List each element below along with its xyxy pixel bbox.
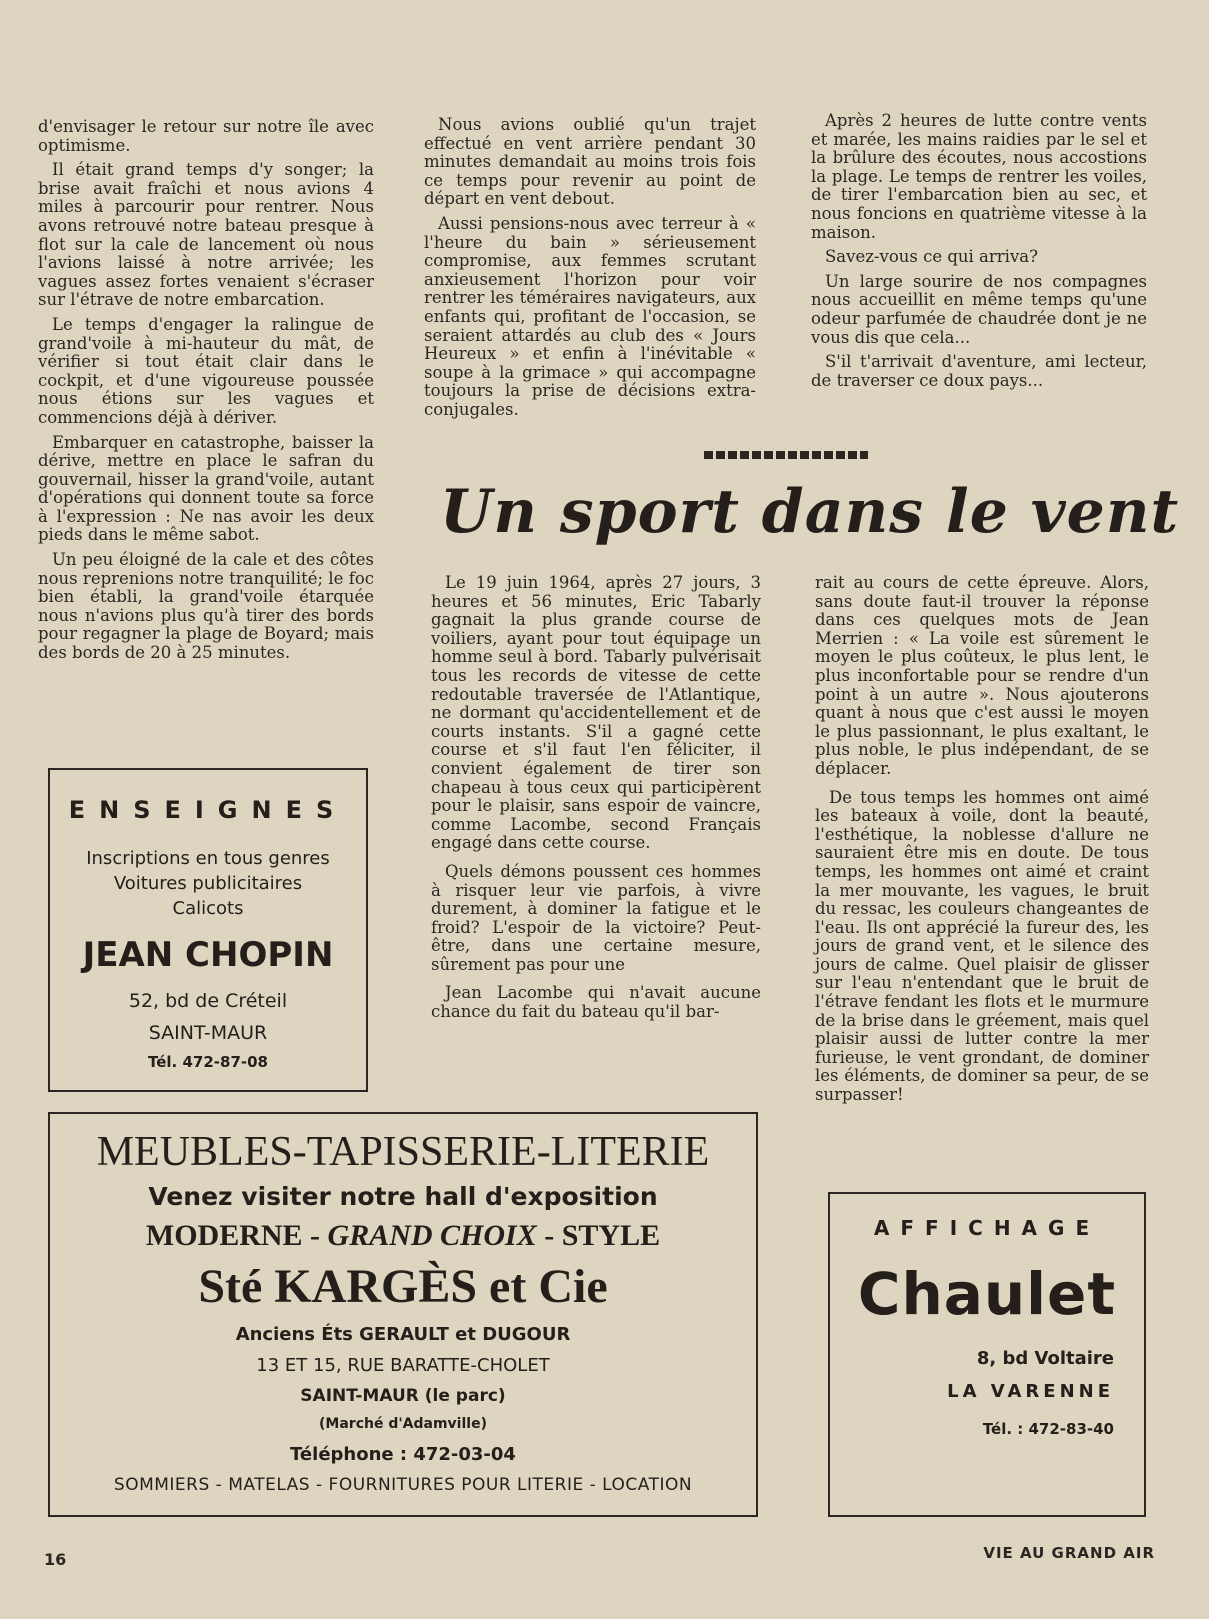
ad-phone: Tél. 472-87-08 — [148, 1053, 268, 1071]
magazine-title: VIE AU GRAND AIR — [983, 1544, 1155, 1562]
paragraph: Après 2 heures de lutte contre vents et marée, les mains raidies par le sel et la brûlure des écoutes, nous accostions la plage. Le temps de rentrer les voiles, de tirer l'embarcation bien au sec, et nous foncions en quatrième vitesse à la maison. — [811, 111, 1147, 242]
paragraph: d'envisager le retour sur notre île avec optimisme. — [38, 117, 374, 155]
article-column-3 — [811, 112, 1147, 396]
ad-meubles — [48, 1112, 758, 1517]
paragraph: Nous avions oublié qu'un trajet effectué en vent arrière pendant 30 minutes demandait au moins trois fois ce temps pour revenir au point de départ en vent debout. — [424, 115, 756, 209]
ad-choice — [50, 1219, 756, 1253]
article-headline: Un sport dans le vent — [440, 477, 1180, 547]
ad-city: LA VARENNE — [947, 1381, 1114, 1402]
ad-line: Inscriptions en tous genres — [86, 848, 330, 869]
paragraph: Jean Lacombe qui n'avait aucune chance du fait du bateau qu'il bar- — [431, 983, 761, 1022]
ad-company-name: JEAN CHOPIN — [82, 935, 334, 975]
page-number: 16 — [44, 1550, 67, 1569]
ad-street: 52, bd de Créteil — [128, 990, 288, 1012]
article-column-2 — [424, 116, 756, 426]
paragraph: Embarquer en catastrophe, baisser la dérive, mettre en place le safran du gouvernail, hisser la grand'voile, autant d'opérations qui donnent toute sa force à l'expression : Ne nas avoir les deux pieds dans le même sabot. — [38, 432, 374, 545]
ad-services — [50, 846, 366, 921]
ad-address — [50, 985, 366, 1049]
paragraph: Aussi pensions-nous avec terreur à « l'heure du bain » sérieusement compromise, aux femmes scrutant anxieusement l'horizon pour voir rentrer les téméraires navigateurs, aux enfants qui, profitant de l'occasion, se seraient attardés au club des « Jours Heureux » et enfin à l'inévitable « soupe à la grimace » qui accompagne toujours la prise de décisions extra-conjugales. — [424, 213, 756, 419]
ad-choice-part: MODERNE - — [145, 1219, 328, 1252]
ad-title: ENSEIGNES — [68, 796, 348, 824]
ad-address: 8, bd Voltaire — [976, 1348, 1114, 1369]
paragraph: Un peu éloigné de la cale et des côtes nous reprenions notre tranquilité; le foc bien établi, la grand'voile étarquée nous n'avions plus qu'à tirer des bords pour regagner la plage de Boyard; mais des bords de 20 à 25 minutes. — [38, 550, 374, 663]
paragraph: Un large sourire de nos compagnes nous accueillit en même temps qu'une odeur parfumée de chaudrée dont je ne vous dis que cela... — [811, 271, 1147, 347]
ad-city: SAINT-MAUR — [148, 1022, 268, 1044]
ad-invite: Venez visiter notre hall d'exposition — [148, 1182, 658, 1211]
article-column-1 — [38, 118, 374, 669]
ad-products: SOMMIERS - MATELAS - FOURNITURES POUR LITERIE - LOCATION — [113, 1475, 693, 1495]
ad-company-name: Sté KARGÈS et Cie — [198, 1260, 608, 1313]
paragraph: S'il t'arrivait d'aventure, ami lecteur, de traverser ce doux pays... — [811, 352, 1147, 390]
article-column-5 — [815, 574, 1149, 1115]
ad-city: SAINT-MAUR (le parc) — [300, 1386, 506, 1406]
paragraph: Quels démons poussent ces hommes à risquer leur vie parfois, à vivre durement, à dominer la fatigue et le froid? L'espoir de la victoire? Peut-être, dans une certaine mesure, sûrement pas pour une — [431, 861, 761, 974]
ad-line: Calicots — [172, 898, 244, 919]
paragraph: rait au cours de cette épreuve. Alors, sans doute faut-il trouver la réponse dans ces quelques mots de Jean Merrien : « La voile est sûrement le moyen le plus coûteux, le plus lent, le plus inconfortable pour se rendre d'un point à un autre ». Nous ajouterons quant à nous que c'est aussi le moyen le plus passionnant, le plus exaltant, le plus noble, le plus indépendant, de se déplacer. — [815, 573, 1149, 778]
ad-choice-part: - STYLE — [536, 1219, 661, 1252]
ad-affichage — [828, 1192, 1146, 1517]
paragraph: Le 19 juin 1964, après 27 jours, 3 heures et 56 minutes, Eric Tabarly gagnait la plus grande course de voiliers, ayant pour tout équipage un homme seul à bord. Tabarly pulvérisait tous les records de vitesse de cette redoutable traversée de l'Atlantique, ne dormant qu'accidentellement et de courts instants. S'il a gagné cette course et s'il faut l'en féliciter, il convient également de tirer son chapeau à tous ceux qui participèrent pour le plaisir, sans espoir de vaincre, comme Lacombe, second Français engagé dans cette course. — [431, 573, 761, 853]
ad-company-name: Chaulet — [857, 1260, 1117, 1328]
ad-line: Voitures publicitaires — [113, 873, 303, 894]
ad-address: 13 ET 15, RUE BARATTE-CHOLET — [256, 1355, 550, 1376]
ad-former-name: Anciens Éts GERAULT et DUGOUR — [235, 1324, 571, 1345]
paragraph: De tous temps les hommes ont aimé les bateaux à voile, dont la beauté, l'esthétique, la noblesse d'allure ne sauraient être mis en doute. De tous temps, les hommes ont aimé et craint la mer mouvante, les vagues, le bruit du ressac, les couleurs changeantes de l'eau. Ils ont apprécié la fureur des, les jours de grand vent, et le silence des jours de calme. Quel plaisir de glisser sur l'eau n'entendant que le bruit de l'étrave fendant les flots et le murmure de la brise dans le gréement, mais quel plaisir aussi de lutter contre la mer furieuse, le vent grondant, de dominer les éléments, de dominer sa peur, de se surpasser! — [815, 787, 1149, 1105]
paragraph: Savez-vous ce qui arriva? — [825, 247, 1038, 267]
ad-phone: Tél. : 472-83-40 — [982, 1420, 1114, 1438]
paragraph: Il était grand temps d'y songer; la brise avait fraîchi et nous avions 4 miles à parcourir pour rentrer. Nous avons retrouvé notre bateau presque à flot sur la cale de lancement où nous l'avions laissé à notre arrivée; les vagues assez fortes venaient s'écraser sur l'étrave de notre embarcation. — [38, 160, 374, 310]
article-column-4 — [431, 574, 761, 1032]
ad-enseignes — [48, 768, 368, 1092]
ad-phone: Téléphone : 472-03-04 — [290, 1444, 516, 1465]
ad-title: AFFICHAGE — [873, 1216, 1101, 1240]
paragraph: Le temps d'engager la ralingue de grand'voile à mi-hauteur du mât, de vérifier si tout était clair dans le cockpit, et d'une vigoureuse poussée nous étions sur les vagues et commencions déjà à dériver. — [38, 314, 374, 427]
ad-market: (Marché d'Adamville) — [319, 1416, 487, 1432]
ad-title: MEUBLES-TAPISSERIE-LITERIE — [96, 1129, 710, 1175]
ad-choice-part: GRAND CHOIX — [327, 1219, 537, 1252]
decorative-divider — [704, 451, 868, 459]
